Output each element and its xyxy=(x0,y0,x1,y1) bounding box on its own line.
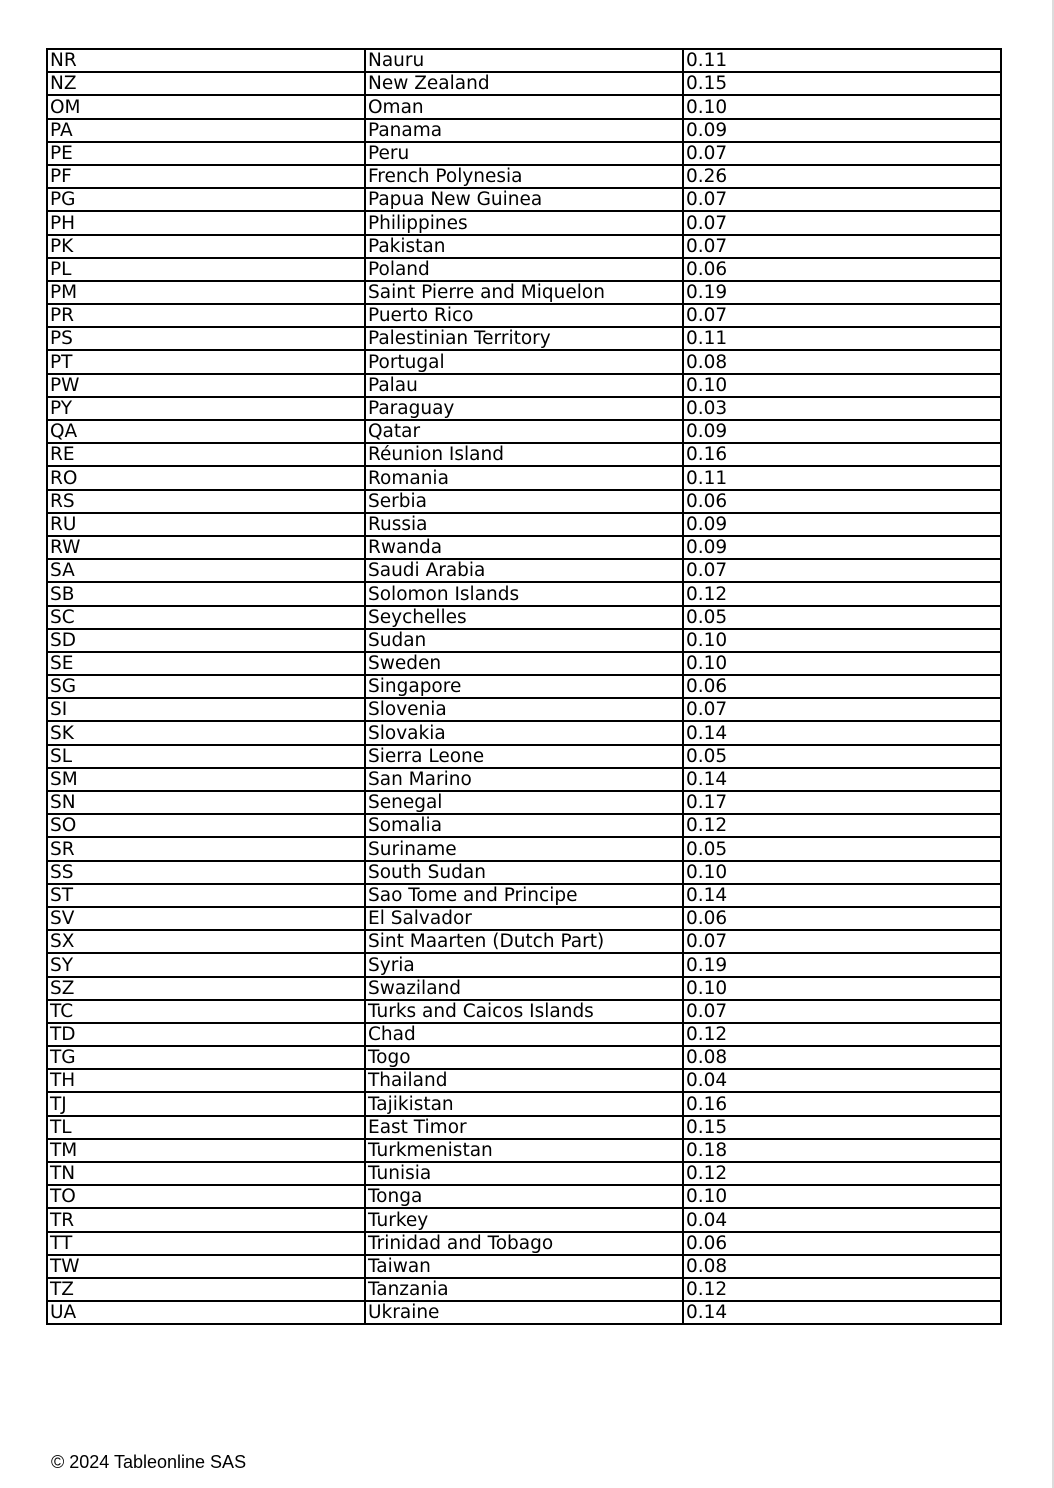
country-code-cell: PA xyxy=(47,119,365,142)
country-name-cell: East Timor xyxy=(365,1116,683,1139)
country-code-cell: TL xyxy=(47,1116,365,1139)
country-name-cell: Sweden xyxy=(365,652,683,675)
rate-value-cell: 0.07 xyxy=(683,211,1001,234)
country-code-cell: TM xyxy=(47,1139,365,1162)
country-name-cell: Tanzania xyxy=(365,1278,683,1301)
country-code-cell: PR xyxy=(47,304,365,327)
country-code-cell: SN xyxy=(47,791,365,814)
country-name-cell: Tajikistan xyxy=(365,1092,683,1115)
table-row xyxy=(47,374,1001,397)
table-row xyxy=(47,165,1001,188)
country-code-cell: SE xyxy=(47,652,365,675)
country-code-cell: SD xyxy=(47,629,365,652)
rate-value-cell: 0.06 xyxy=(683,907,1001,930)
table-row xyxy=(47,142,1001,165)
table-row xyxy=(47,1139,1001,1162)
country-code-cell: TN xyxy=(47,1162,365,1185)
table-row xyxy=(47,930,1001,953)
country-code-cell: SZ xyxy=(47,977,365,1000)
rate-value-cell: 0.10 xyxy=(683,95,1001,118)
table-row xyxy=(47,1069,1001,1092)
rate-value-cell: 0.18 xyxy=(683,1139,1001,1162)
country-code-cell: PS xyxy=(47,327,365,350)
rate-value-cell: 0.05 xyxy=(683,606,1001,629)
country-name-cell: Réunion Island xyxy=(365,443,683,466)
rate-value-cell: 0.05 xyxy=(683,745,1001,768)
country-code-cell: RW xyxy=(47,536,365,559)
country-code-cell: TH xyxy=(47,1069,365,1092)
country-code-cell: NZ xyxy=(47,72,365,95)
country-code-cell: SV xyxy=(47,907,365,930)
country-name-cell: Singapore xyxy=(365,675,683,698)
table-row xyxy=(47,1000,1001,1023)
rate-value-cell: 0.11 xyxy=(683,327,1001,350)
rate-value-cell: 0.17 xyxy=(683,791,1001,814)
country-code-cell: SY xyxy=(47,953,365,976)
rate-value-cell: 0.05 xyxy=(683,837,1001,860)
table-row xyxy=(47,559,1001,582)
table-row xyxy=(47,397,1001,420)
table-row xyxy=(47,1255,1001,1278)
table-row xyxy=(47,95,1001,118)
country-code-cell: SK xyxy=(47,721,365,744)
country-name-cell: Panama xyxy=(365,119,683,142)
rate-value-cell: 0.15 xyxy=(683,72,1001,95)
country-name-cell: Portugal xyxy=(365,350,683,373)
rate-value-cell: 0.08 xyxy=(683,1255,1001,1278)
country-name-cell: Puerto Rico xyxy=(365,304,683,327)
rate-value-cell: 0.11 xyxy=(683,466,1001,489)
table-row xyxy=(47,1046,1001,1069)
country-name-cell: El Salvador xyxy=(365,907,683,930)
rate-value-cell: 0.03 xyxy=(683,397,1001,420)
country-name-cell: Thailand xyxy=(365,1069,683,1092)
country-code-cell: SR xyxy=(47,837,365,860)
rate-value-cell: 0.10 xyxy=(683,652,1001,675)
country-name-cell: Romania xyxy=(365,466,683,489)
country-name-cell: Turks and Caicos Islands xyxy=(365,1000,683,1023)
table-row xyxy=(47,211,1001,234)
rate-value-cell: 0.26 xyxy=(683,165,1001,188)
country-code-cell: PW xyxy=(47,374,365,397)
country-name-cell: Somalia xyxy=(365,814,683,837)
country-code-cell: PY xyxy=(47,397,365,420)
table-body xyxy=(47,49,1001,1324)
table-row xyxy=(47,1232,1001,1255)
country-code-cell: SM xyxy=(47,768,365,791)
rate-value-cell: 0.07 xyxy=(683,559,1001,582)
country-name-cell: Oman xyxy=(365,95,683,118)
table-row xyxy=(47,1301,1001,1324)
country-code-cell: RS xyxy=(47,490,365,513)
country-code-cell: TW xyxy=(47,1255,365,1278)
table-row xyxy=(47,652,1001,675)
table-row xyxy=(47,513,1001,536)
rate-value-cell: 0.04 xyxy=(683,1069,1001,1092)
country-code-cell: SI xyxy=(47,698,365,721)
country-code-cell: RE xyxy=(47,443,365,466)
table-row xyxy=(47,907,1001,930)
table-row xyxy=(47,675,1001,698)
country-code-cell: TO xyxy=(47,1185,365,1208)
table-row xyxy=(47,977,1001,1000)
country-name-cell: French Polynesia xyxy=(365,165,683,188)
rate-value-cell: 0.12 xyxy=(683,1278,1001,1301)
country-name-cell: Chad xyxy=(365,1023,683,1046)
country-rate-table xyxy=(46,48,1002,1325)
country-name-cell: Ukraine xyxy=(365,1301,683,1324)
country-code-cell: SG xyxy=(47,675,365,698)
country-code-cell: PF xyxy=(47,165,365,188)
country-name-cell: New Zealand xyxy=(365,72,683,95)
country-name-cell: Turkmenistan xyxy=(365,1139,683,1162)
table-row xyxy=(47,258,1001,281)
table-row xyxy=(47,72,1001,95)
rate-value-cell: 0.08 xyxy=(683,350,1001,373)
table-row xyxy=(47,188,1001,211)
country-name-cell: Qatar xyxy=(365,420,683,443)
country-name-cell: Tunisia xyxy=(365,1162,683,1185)
table-row xyxy=(47,1116,1001,1139)
table-row xyxy=(47,420,1001,443)
country-name-cell: Swaziland xyxy=(365,977,683,1000)
rate-value-cell: 0.08 xyxy=(683,1046,1001,1069)
country-name-cell: Slovakia xyxy=(365,721,683,744)
country-code-cell: PG xyxy=(47,188,365,211)
country-code-cell: SB xyxy=(47,582,365,605)
table-row xyxy=(47,606,1001,629)
table-row xyxy=(47,490,1001,513)
country-code-cell: QA xyxy=(47,420,365,443)
table-row xyxy=(47,837,1001,860)
rate-value-cell: 0.11 xyxy=(683,49,1001,72)
country-name-cell: Rwanda xyxy=(365,536,683,559)
footer-copyright: © 2024 Tableonline SAS xyxy=(51,1452,247,1472)
rate-value-cell: 0.07 xyxy=(683,1000,1001,1023)
country-code-cell: SA xyxy=(47,559,365,582)
country-code-cell: PL xyxy=(47,258,365,281)
table-row xyxy=(47,235,1001,258)
rate-value-cell: 0.10 xyxy=(683,374,1001,397)
table-row xyxy=(47,721,1001,744)
rate-value-cell: 0.12 xyxy=(683,1023,1001,1046)
rate-value-cell: 0.06 xyxy=(683,1232,1001,1255)
country-code-cell: SL xyxy=(47,745,365,768)
country-code-cell: TC xyxy=(47,1000,365,1023)
rate-value-cell: 0.06 xyxy=(683,258,1001,281)
rate-value-cell: 0.04 xyxy=(683,1208,1001,1231)
table-row xyxy=(47,119,1001,142)
country-name-cell: Taiwan xyxy=(365,1255,683,1278)
country-code-cell: UA xyxy=(47,1301,365,1324)
table-row xyxy=(47,49,1001,72)
rate-value-cell: 0.06 xyxy=(683,675,1001,698)
country-code-cell: PK xyxy=(47,235,365,258)
country-code-cell: RO xyxy=(47,466,365,489)
rate-value-cell: 0.16 xyxy=(683,1092,1001,1115)
country-name-cell: Suriname xyxy=(365,837,683,860)
country-name-cell: Russia xyxy=(365,513,683,536)
rate-value-cell: 0.09 xyxy=(683,420,1001,443)
country-name-cell: South Sudan xyxy=(365,861,683,884)
table-row xyxy=(47,768,1001,791)
country-code-cell: SX xyxy=(47,930,365,953)
table-row xyxy=(47,582,1001,605)
rate-value-cell: 0.09 xyxy=(683,119,1001,142)
country-name-cell: Paraguay xyxy=(365,397,683,420)
country-name-cell: Saudi Arabia xyxy=(365,559,683,582)
country-code-cell: OM xyxy=(47,95,365,118)
table-row xyxy=(47,1278,1001,1301)
country-name-cell: Palestinian Territory xyxy=(365,327,683,350)
country-name-cell: Senegal xyxy=(365,791,683,814)
table-row xyxy=(47,953,1001,976)
country-name-cell: Pakistan xyxy=(365,235,683,258)
rate-value-cell: 0.09 xyxy=(683,536,1001,559)
rate-value-cell: 0.19 xyxy=(683,281,1001,304)
country-name-cell: Papua New Guinea xyxy=(365,188,683,211)
country-name-cell: Trinidad and Tobago xyxy=(365,1232,683,1255)
country-name-cell: Sao Tome and Principe xyxy=(365,884,683,907)
table-row xyxy=(47,443,1001,466)
table-row xyxy=(47,1023,1001,1046)
rate-value-cell: 0.19 xyxy=(683,953,1001,976)
table-row xyxy=(47,350,1001,373)
country-name-cell: Philippines xyxy=(365,211,683,234)
country-code-cell: TJ xyxy=(47,1092,365,1115)
country-name-cell: Palau xyxy=(365,374,683,397)
country-code-cell: TR xyxy=(47,1208,365,1231)
country-name-cell: Sudan xyxy=(365,629,683,652)
table-row xyxy=(47,1092,1001,1115)
rate-value-cell: 0.07 xyxy=(683,235,1001,258)
country-name-cell: Tonga xyxy=(365,1185,683,1208)
table-row xyxy=(47,304,1001,327)
country-name-cell: Solomon Islands xyxy=(365,582,683,605)
table-row xyxy=(47,281,1001,304)
rate-value-cell: 0.09 xyxy=(683,513,1001,536)
country-code-cell: PT xyxy=(47,350,365,373)
rate-value-cell: 0.07 xyxy=(683,142,1001,165)
country-name-cell: Peru xyxy=(365,142,683,165)
rate-value-cell: 0.10 xyxy=(683,1185,1001,1208)
country-name-cell: Poland xyxy=(365,258,683,281)
rate-value-cell: 0.10 xyxy=(683,861,1001,884)
country-code-cell: PH xyxy=(47,211,365,234)
country-code-cell: SS xyxy=(47,861,365,884)
rate-value-cell: 0.14 xyxy=(683,1301,1001,1324)
country-code-cell: TT xyxy=(47,1232,365,1255)
table-row xyxy=(47,327,1001,350)
country-code-cell: SC xyxy=(47,606,365,629)
rate-value-cell: 0.14 xyxy=(683,884,1001,907)
country-code-cell: SO xyxy=(47,814,365,837)
rate-value-cell: 0.10 xyxy=(683,629,1001,652)
table-row xyxy=(47,745,1001,768)
table-row xyxy=(47,884,1001,907)
rate-value-cell: 0.14 xyxy=(683,768,1001,791)
table-row xyxy=(47,1185,1001,1208)
rate-value-cell: 0.07 xyxy=(683,304,1001,327)
country-code-cell: RU xyxy=(47,513,365,536)
table-row xyxy=(47,1208,1001,1231)
country-name-cell: Saint Pierre and Miquelon xyxy=(365,281,683,304)
rate-value-cell: 0.07 xyxy=(683,188,1001,211)
rate-value-cell: 0.07 xyxy=(683,698,1001,721)
country-code-cell: TZ xyxy=(47,1278,365,1301)
country-code-cell: ST xyxy=(47,884,365,907)
country-name-cell: Sierra Leone xyxy=(365,745,683,768)
country-name-cell: Turkey xyxy=(365,1208,683,1231)
country-name-cell: Togo xyxy=(365,1046,683,1069)
table-row xyxy=(47,466,1001,489)
country-code-cell: TG xyxy=(47,1046,365,1069)
table-row xyxy=(47,698,1001,721)
rate-value-cell: 0.15 xyxy=(683,1116,1001,1139)
country-name-cell: Sint Maarten (Dutch Part) xyxy=(365,930,683,953)
table-row xyxy=(47,791,1001,814)
country-name-cell: Serbia xyxy=(365,490,683,513)
country-name-cell: Seychelles xyxy=(365,606,683,629)
country-code-cell: PE xyxy=(47,142,365,165)
table-row xyxy=(47,629,1001,652)
country-name-cell: Slovenia xyxy=(365,698,683,721)
country-code-cell: PM xyxy=(47,281,365,304)
rate-value-cell: 0.14 xyxy=(683,721,1001,744)
rate-value-cell: 0.16 xyxy=(683,443,1001,466)
rate-value-cell: 0.12 xyxy=(683,1162,1001,1185)
country-name-cell: Nauru xyxy=(365,49,683,72)
rate-value-cell: 0.12 xyxy=(683,814,1001,837)
table-row xyxy=(47,861,1001,884)
table-row xyxy=(47,536,1001,559)
rate-value-cell: 0.06 xyxy=(683,490,1001,513)
country-name-cell: Syria xyxy=(365,953,683,976)
table-row xyxy=(47,1162,1001,1185)
country-name-cell: San Marino xyxy=(365,768,683,791)
rate-value-cell: 0.07 xyxy=(683,930,1001,953)
country-code-cell: TD xyxy=(47,1023,365,1046)
country-code-cell: NR xyxy=(47,49,365,72)
rate-value-cell: 0.12 xyxy=(683,582,1001,605)
table-row xyxy=(47,814,1001,837)
rate-value-cell: 0.10 xyxy=(683,977,1001,1000)
